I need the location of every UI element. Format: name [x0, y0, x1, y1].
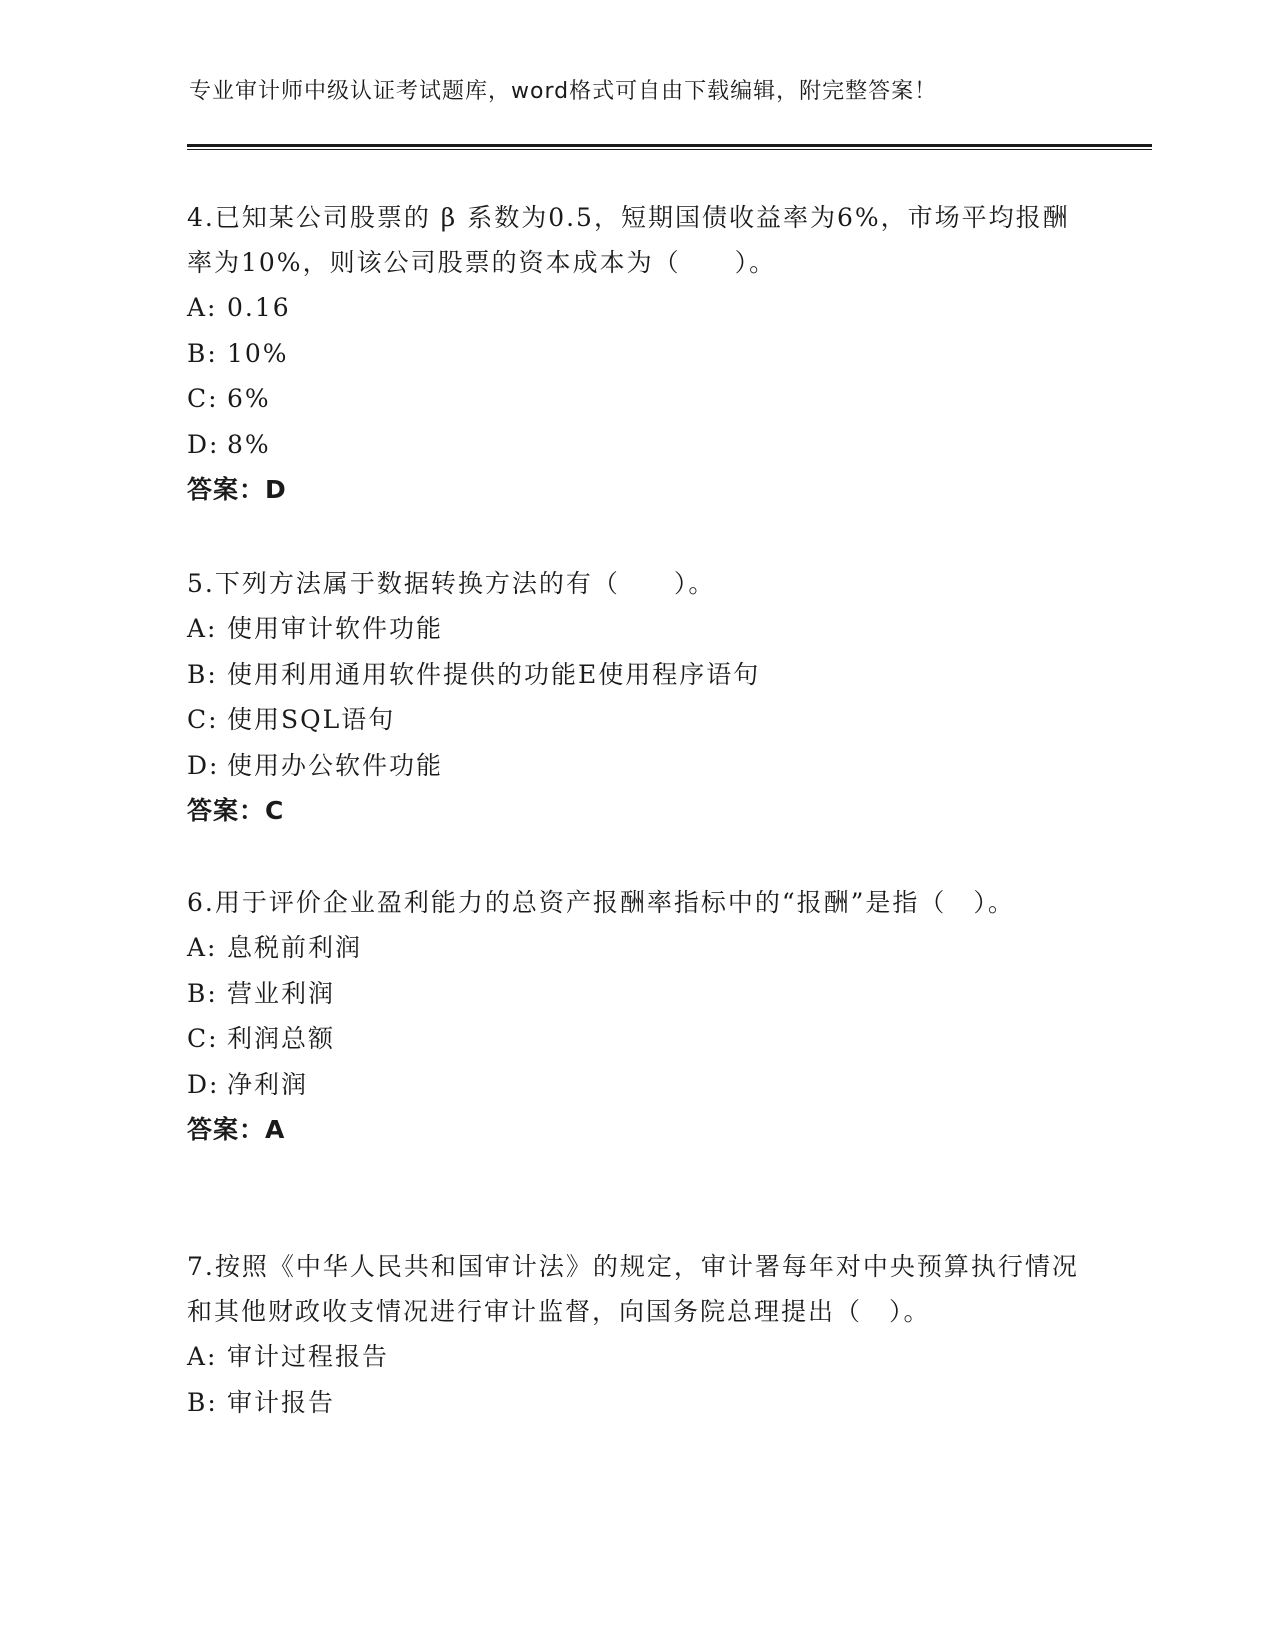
option-b: B: 审计报告 [187, 1387, 336, 1417]
header-divider-thin [187, 149, 1152, 150]
option-c: C: 使用SQL语句 [187, 705, 396, 734]
question-stem: 5.下列方法属于数据转换方法的有（ ）。 [187, 569, 716, 598]
option-b: B: 营业利润 [187, 978, 336, 1008]
option-d: D: 净利润 [187, 1069, 309, 1099]
question-stem: 4.已知某公司股票的 β 系数为0.5，短期国债收益率为6%，市场平均报酬率为10%，则该公司股票的资本成本为（ ）。 [187, 203, 1070, 277]
answer: 答案：D [187, 475, 287, 504]
option-a: A: 审计过程报告 [187, 1342, 390, 1371]
question-stem: 7.按照《中华人民共和国审计法》的规定，审计署每年对中央预算执行情况和其他财政收支情况进行审计监督，向国务院总理提出（ ）。 [187, 1252, 1079, 1326]
option-c: C: 6% [187, 384, 271, 413]
option-a: A: 0.16 [187, 293, 291, 322]
option-c: C: 利润总额 [187, 1024, 336, 1053]
question-stem: 6.用于评价企业盈利能力的总资产报酬率指标中的“报酬”是指（ ）。 [187, 888, 1015, 917]
option-d: D: 使用办公软件功能 [187, 750, 444, 780]
answer: 答案：C [187, 796, 285, 825]
option-b: B: 10% [187, 338, 289, 368]
option-a: A: 息税前利润 [187, 933, 363, 962]
question-5 [187, 561, 1087, 833]
answer: 答案：A [187, 1115, 286, 1144]
question-6 [187, 880, 1087, 1152]
option-a: A: 使用审计软件功能 [187, 614, 444, 643]
option-b: B: 使用利用通用软件提供的功能E使用程序语句 [187, 659, 761, 689]
page-header: 专业审计师中级认证考试题库，word格式可自由下载编辑，附完整答案！ [189, 79, 938, 104]
header-divider-thick [187, 144, 1152, 147]
question-4 [187, 195, 1087, 512]
question-7 [187, 1244, 1087, 1425]
option-d: D: 8% [187, 429, 271, 459]
